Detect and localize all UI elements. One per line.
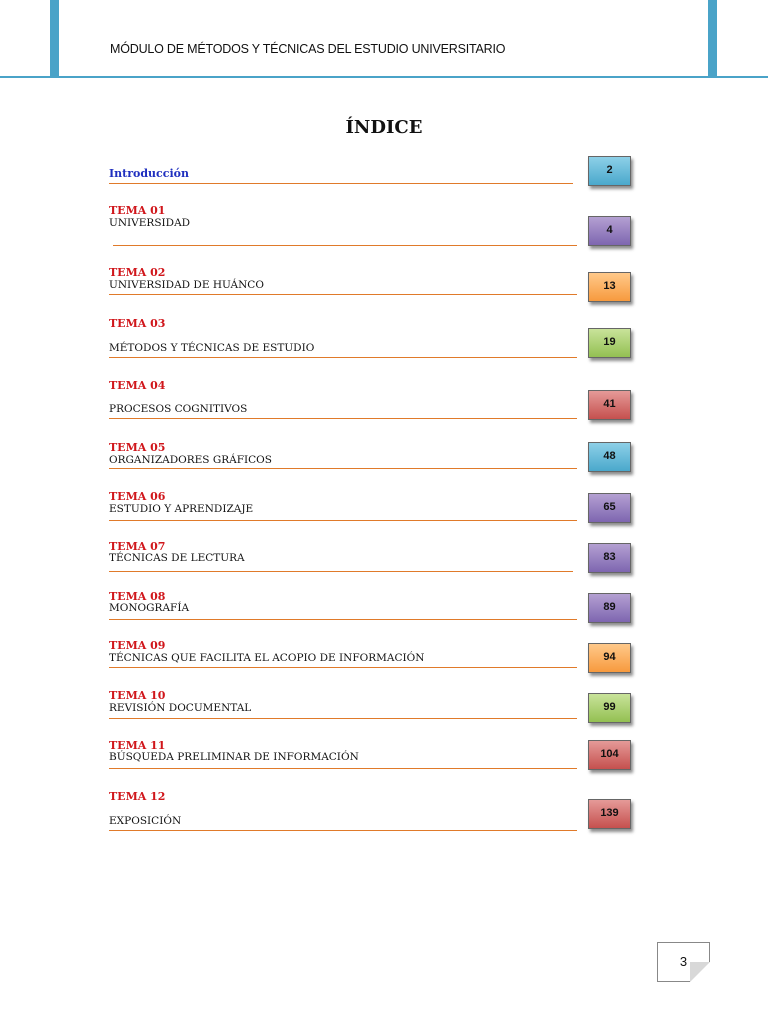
toc-entry-tema-01[interactable] — [109, 204, 577, 248]
page-badge-tema-02[interactable]: 13 — [588, 272, 631, 302]
page-fold-corner — [690, 962, 710, 982]
tema-title: MÉTODOS Y TÉCNICAS DE ESTUDIO — [109, 342, 315, 354]
entry-rule — [109, 667, 577, 668]
entry-rule — [109, 418, 577, 419]
tema-label: TEMA 03 — [109, 317, 166, 330]
tema-title: ORGANIZADORES GRÁFICOS — [109, 454, 272, 466]
tema-label: TEMA 09 — [109, 639, 166, 652]
tema-label: TEMA 04 — [109, 379, 166, 392]
page-badge-tema-11[interactable]: 104 — [588, 740, 631, 770]
page-badge-tema-06[interactable]: 65 — [588, 493, 631, 523]
entry-rule — [109, 619, 577, 620]
tema-label: TEMA 10 — [109, 689, 166, 702]
entry-rule — [109, 520, 577, 521]
page-badge-tema-12[interactable]: 139 — [588, 799, 631, 829]
entry-rule — [109, 183, 573, 184]
tema-label: TEMA 05 — [109, 441, 166, 454]
toc-entry-tema-05[interactable] — [109, 441, 577, 473]
header-accent-right — [708, 0, 717, 78]
toc-entry-tema-12[interactable] — [109, 790, 577, 834]
entry-rule — [109, 571, 573, 572]
page-badge-tema-07[interactable]: 83 — [588, 543, 631, 573]
toc-entry-tema-07[interactable] — [109, 540, 577, 574]
tema-label: TEMA 07 — [109, 540, 166, 553]
tema-label: TEMA 12 — [109, 790, 166, 803]
toc-entry-tema-08[interactable] — [109, 590, 577, 624]
tema-title: TÉCNICAS QUE FACILITA EL ACOPIO DE INFORMACIÓN — [109, 652, 425, 664]
page-badge-tema-08[interactable]: 89 — [588, 593, 631, 623]
page-number: 3 — [679, 954, 688, 969]
toc-entry-tema-04[interactable] — [109, 379, 577, 423]
tema-label: TEMA 01 — [109, 204, 166, 217]
page-title: ÍNDICE — [345, 117, 423, 138]
toc-entry-tema-10[interactable] — [109, 689, 577, 721]
entry-rule — [113, 245, 577, 246]
tema-title: BÚSQUEDA PRELIMINAR DE INFORMACIÓN — [109, 751, 359, 763]
page-badge-tema-04[interactable]: 41 — [588, 390, 631, 420]
entry-rule — [109, 718, 577, 719]
entry-rule — [109, 357, 577, 358]
page-badge-tema-01[interactable]: 4 — [588, 216, 631, 246]
header-accent-left — [50, 0, 59, 78]
page-badge-tema-09[interactable]: 94 — [588, 643, 631, 673]
page-badge-tema-05[interactable]: 48 — [588, 442, 631, 472]
page-badge-tema-03[interactable]: 19 — [588, 328, 631, 358]
toc-entry-tema-03[interactable] — [109, 317, 577, 361]
header-title: MÓDULO DE MÉTODOS Y TÉCNICAS DEL ESTUDIO UNIVERSITARIO — [110, 42, 506, 56]
entry-rule — [109, 830, 577, 831]
entry-rule — [109, 768, 577, 769]
tema-title: UNIVERSIDAD DE HUÁNCO — [109, 279, 264, 291]
page-badge-tema-10[interactable]: 99 — [588, 693, 631, 723]
toc-entry-tema-06[interactable] — [109, 490, 577, 524]
tema-label: TEMA 11 — [109, 739, 166, 752]
page-number-box — [657, 942, 710, 982]
toc-entry-tema-02[interactable] — [109, 266, 577, 298]
tema-label: TEMA 02 — [109, 266, 166, 279]
intro-label: Introducción — [109, 167, 189, 180]
tema-title: UNIVERSIDAD — [109, 217, 191, 229]
entry-rule — [109, 468, 577, 469]
tema-title: REVISIÓN DOCUMENTAL — [109, 702, 252, 714]
tema-title: EXPOSICIÓN — [109, 815, 182, 827]
tema-title: PROCESOS COGNITIVOS — [109, 403, 248, 415]
toc-entry-intro[interactable] — [109, 166, 577, 186]
tema-title: TÉCNICAS DE LECTURA — [109, 552, 245, 564]
tema-title: ESTUDIO Y APRENDIZAJE — [109, 503, 254, 515]
tema-title: MONOGRAFÍA — [109, 602, 190, 614]
tema-label: TEMA 08 — [109, 590, 166, 603]
entry-rule — [109, 294, 577, 295]
page-badge-intro[interactable]: 2 — [588, 156, 631, 186]
tema-label: TEMA 06 — [109, 490, 166, 503]
toc-entry-tema-09[interactable] — [109, 639, 577, 671]
header-rule — [0, 76, 768, 78]
toc-entry-tema-11[interactable] — [109, 739, 577, 771]
